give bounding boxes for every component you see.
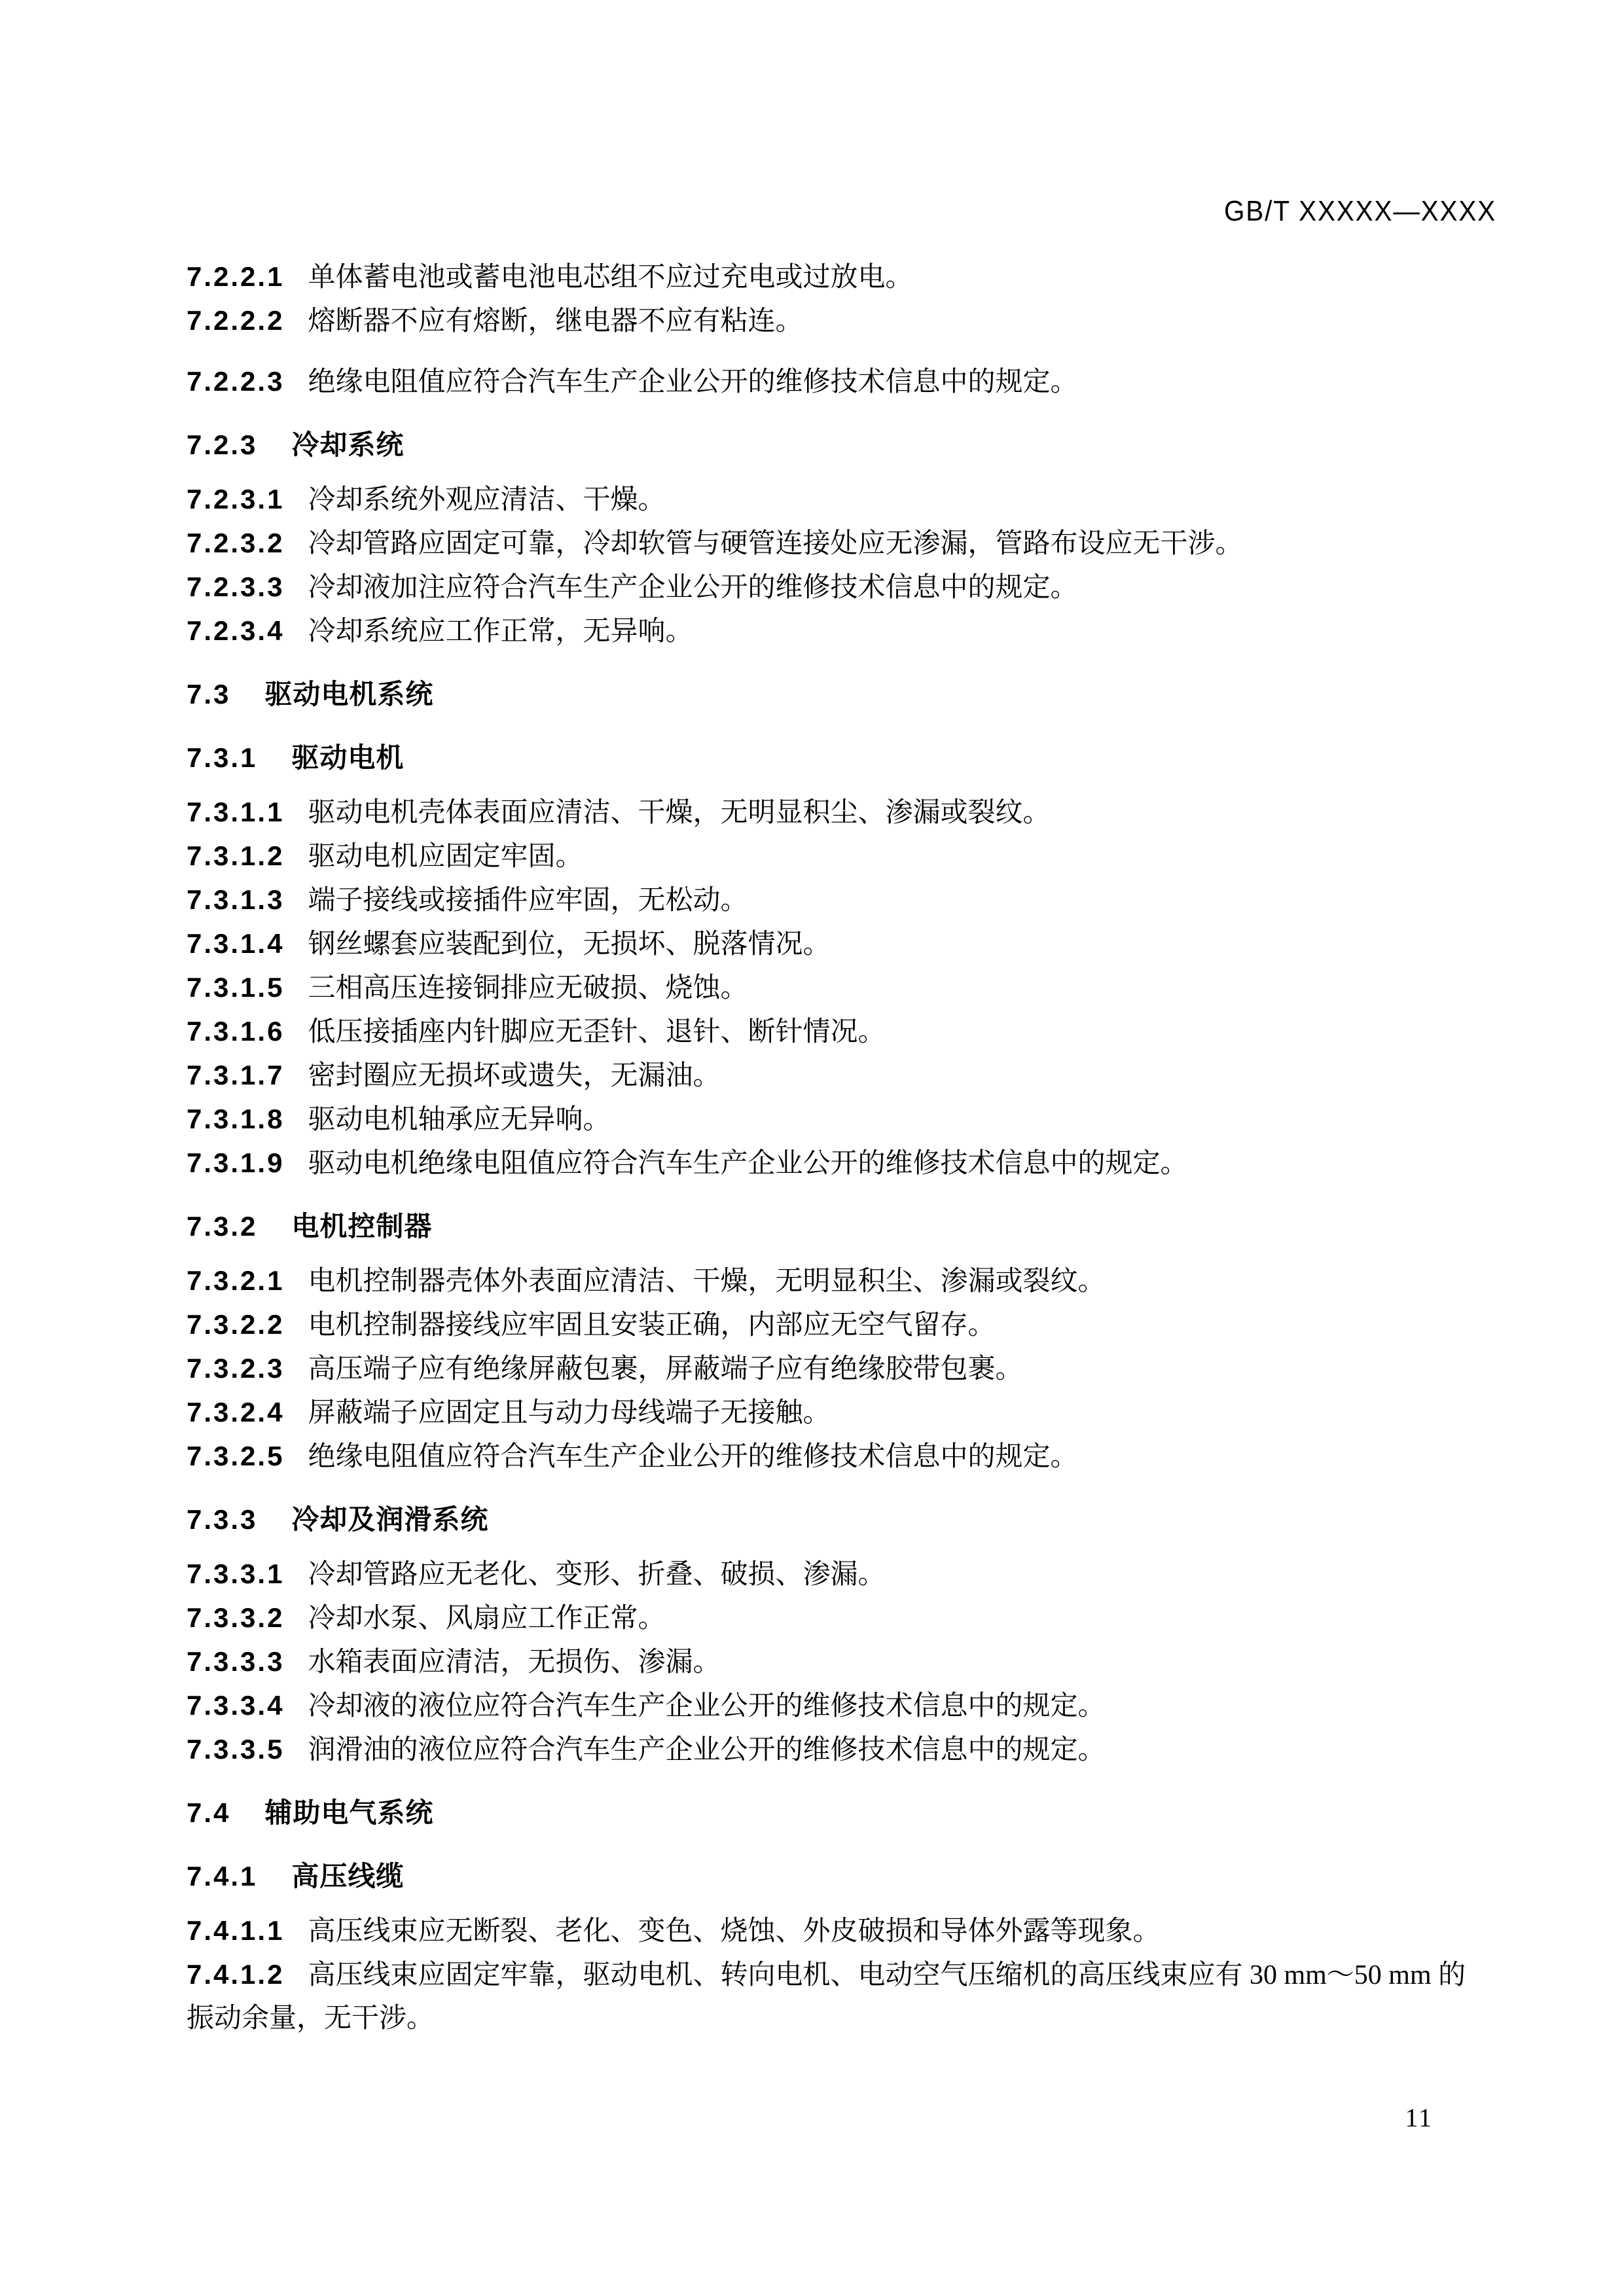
- section-heading: [187, 1791, 1489, 1835]
- clause-text: 冷却管路应固定可靠，冷却软管与硬管连接处应无渗漏，管路布设应无干涉。: [308, 529, 1243, 559]
- clause-paragraph: [187, 966, 1489, 1010]
- clause-paragraph: [187, 565, 1489, 609]
- clause-paragraph: [187, 1391, 1489, 1435]
- clause-paragraph: [187, 878, 1489, 922]
- heading-number: 7.3: [187, 679, 231, 709]
- section-heading: [187, 1855, 1489, 1899]
- clause-number: 7.3.1.2: [187, 840, 285, 871]
- heading-number: 7.4: [187, 1797, 231, 1828]
- clause-number: 7.3.2.1: [187, 1265, 285, 1296]
- clause-text: 绝缘电阻值应符合汽车生产企业公开的维修技术信息中的规定。: [308, 1442, 1078, 1472]
- clause-number: 7.3.2.3: [187, 1353, 285, 1384]
- clause-text: 冷却液的液位应符合汽车生产企业公开的维修技术信息中的规定。: [308, 1691, 1106, 1721]
- clause-number: 7.3.3.2: [187, 1602, 285, 1633]
- clause-text: 电机控制器壳体外表面应清洁、干燥，无明显积尘、渗漏或裂纹。: [308, 1266, 1106, 1297]
- clause-number: 7.3.3.3: [187, 1646, 285, 1677]
- heading-number: 7.3.1: [187, 742, 258, 773]
- clause-number: 7.2.3.3: [187, 571, 285, 602]
- clause-paragraph: [187, 1728, 1489, 1772]
- clause-number: 7.3.3.4: [187, 1690, 285, 1721]
- clause-text: 绝缘电阻值应符合汽车生产企业公开的维修技术信息中的规定。: [308, 367, 1078, 397]
- clause-paragraph: [187, 791, 1489, 834]
- clause-paragraph: [187, 522, 1489, 565]
- heading-text: 冷却及润滑系统: [291, 1504, 489, 1535]
- clause-number: 7.3.1.3: [187, 884, 285, 915]
- clause-paragraph: [187, 1909, 1489, 1953]
- heading-text: 驱动电机系统: [264, 679, 434, 709]
- clause-paragraph: [187, 1552, 1489, 1596]
- clause-text: 高压线束应固定牢靠，驱动电机、转向电机、电动空气压缩机的高压线束应有 30 mm～50 mm 的振动余量，无干涉。: [187, 1960, 1466, 2034]
- clause-paragraph: [187, 1303, 1489, 1347]
- clause-text: 电机控制器接线应牢固且安装正确，内部应无空气留存。: [308, 1310, 996, 1340]
- clause-text: 密封圈应无损坏或遗失，无漏油。: [308, 1061, 721, 1091]
- clause-text: 冷却液加注应符合汽车生产企业公开的维修技术信息中的规定。: [308, 573, 1078, 603]
- clause-paragraph: [187, 255, 1489, 299]
- clause-paragraph: [187, 1141, 1489, 1185]
- clause-paragraph: [187, 834, 1489, 878]
- clause-text: 冷却系统应工作正常，无异响。: [308, 617, 693, 647]
- clause-text: 端子接线或接插件应牢固，无松动。: [308, 886, 748, 916]
- clause-number: 7.3.2.2: [187, 1309, 285, 1340]
- heading-text: 驱动电机: [291, 742, 405, 773]
- clause-number: 7.4.1.1: [187, 1915, 285, 1946]
- clause-number: 7.3.3.1: [187, 1558, 285, 1589]
- clause-number: 7.2.3.4: [187, 615, 285, 646]
- clause-number: 7.2.3.1: [187, 484, 285, 514]
- clause-number: 7.3.1.1: [187, 797, 285, 827]
- section-heading: [187, 736, 1489, 780]
- clause-text: 三相高压连接铜排应无破损、烧蚀。: [308, 973, 748, 1003]
- heading-number: 7.3.3: [187, 1504, 258, 1535]
- clause-number: 7.3.2.5: [187, 1441, 285, 1471]
- clause-text: 低压接插座内针脚应无歪针、退针、断针情况。: [308, 1017, 886, 1047]
- clause-paragraph: [187, 478, 1489, 522]
- clause-paragraph: [187, 922, 1489, 966]
- clause-paragraph: [187, 1259, 1489, 1303]
- heading-text: 电机控制器: [291, 1211, 433, 1242]
- clause-text: 熔断器不应有熔断，继电器不应有粘连。: [308, 306, 803, 336]
- clause-paragraph: [187, 1347, 1489, 1391]
- clause-number: 7.2.2.1: [187, 261, 285, 292]
- clause-text: 驱动电机壳体表面应清洁、干燥，无明显积尘、渗漏或裂纹。: [308, 798, 1051, 828]
- clause-number: 7.2.2.3: [187, 366, 285, 397]
- clause-number: 7.3.1.8: [187, 1103, 285, 1134]
- clause-text: 钢丝螺套应装配到位，无损坏、脱落情况。: [308, 929, 831, 960]
- clause-text: 高压端子应有绝缘屏蔽包裹，屏蔽端子应有绝缘胶带包裹。: [308, 1354, 1023, 1384]
- section-heading: [187, 423, 1489, 467]
- clause-text: 水箱表面应清洁，无损伤、渗漏。: [308, 1647, 721, 1677]
- clause-text: 单体蓄电池或蓄电池电芯组不应过充电或过放电。: [308, 262, 913, 293]
- clause-number: 7.2.2.2: [187, 305, 285, 336]
- heading-number: 7.3.2: [187, 1211, 258, 1242]
- clause-text: 驱动电机应固定牢固。: [308, 842, 583, 872]
- clause-paragraph: [187, 609, 1489, 653]
- section-heading: [187, 1498, 1489, 1542]
- heading-number: 7.4.1: [187, 1861, 258, 1892]
- clause-paragraph: [187, 1596, 1489, 1640]
- clause-text: 冷却水泵、风扇应工作正常。: [308, 1604, 666, 1634]
- clause-paragraph: [187, 1054, 1489, 1098]
- page-number: 11: [1405, 2103, 1433, 2132]
- clause-text: 高压线束应无断裂、老化、变色、烧蚀、外皮破损和导体外露等现象。: [308, 1916, 1161, 1946]
- clause-paragraph: [187, 360, 1489, 404]
- clause-text: 屏蔽端子应固定且与动力母线端子无接触。: [308, 1398, 831, 1428]
- clause-number: 7.2.3.2: [187, 528, 285, 558]
- clause-number: 7.4.1.2: [187, 1959, 285, 1990]
- section-heading: [187, 673, 1489, 717]
- clause-number: 7.3.1.6: [187, 1016, 285, 1047]
- heading-text: 高压线缆: [291, 1861, 405, 1892]
- clause-paragraph: [187, 1953, 1489, 2040]
- clause-text: 驱动电机绝缘电阻值应符合汽车生产企业公开的维修技术信息中的规定。: [308, 1149, 1188, 1179]
- heading-text: 冷却系统: [291, 429, 405, 460]
- clause-paragraph: [187, 299, 1489, 343]
- section-heading: [187, 1205, 1489, 1249]
- clause-text: 润滑油的液位应符合汽车生产企业公开的维修技术信息中的规定。: [308, 1735, 1106, 1765]
- clause-number: 7.3.2.4: [187, 1397, 285, 1427]
- clause-text: 冷却系统外观应清洁、干燥。: [308, 485, 666, 515]
- clause-paragraph: [187, 1640, 1489, 1684]
- standard-code-header: GB/T XXXXX—XXXX: [1223, 195, 1496, 227]
- heading-text: 辅助电气系统: [264, 1797, 434, 1828]
- clause-paragraph: [187, 1684, 1489, 1728]
- clause-number: 7.3.1.7: [187, 1060, 285, 1090]
- clause-paragraph: [187, 1435, 1489, 1479]
- content: [187, 255, 1489, 2040]
- clause-paragraph: [187, 1010, 1489, 1054]
- clause-text: 冷却管路应无老化、变形、折叠、破损、渗漏。: [308, 1560, 886, 1590]
- clause-number: 7.3.1.5: [187, 972, 285, 1003]
- clause-paragraph: [187, 1098, 1489, 1141]
- clause-text: 驱动电机轴承应无异响。: [308, 1105, 611, 1135]
- clause-number: 7.3.3.5: [187, 1734, 285, 1765]
- heading-number: 7.2.3: [187, 429, 258, 460]
- clause-number: 7.3.1.4: [187, 928, 285, 959]
- clause-number: 7.3.1.9: [187, 1147, 285, 1178]
